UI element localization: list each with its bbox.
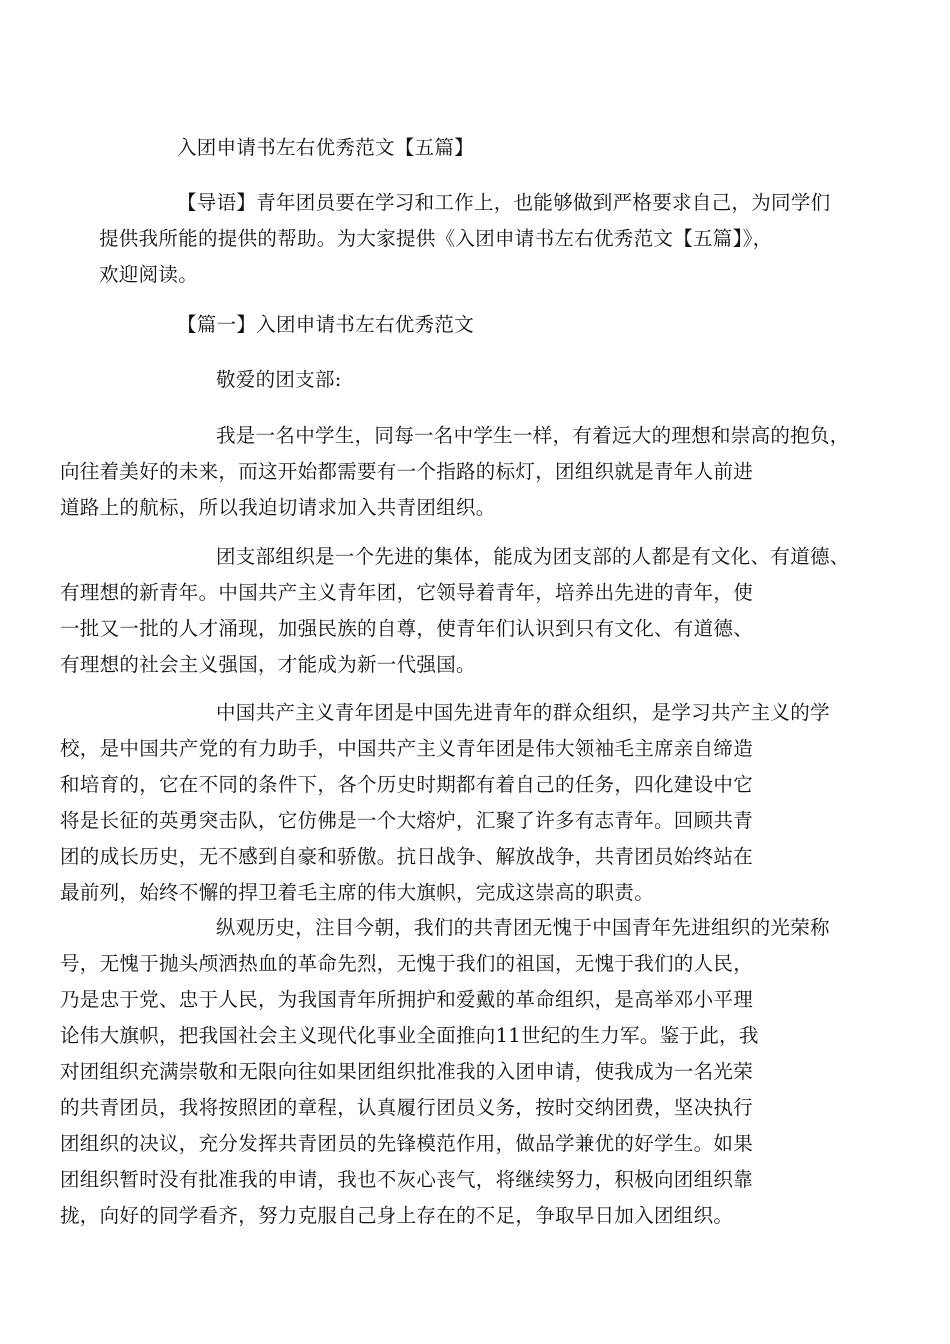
salutation-text: 敬爱的团支部: xyxy=(216,368,342,391)
paragraph-line: 中国共产主义青年团是中国先进青年的群众组织，是学习共产主义的学 xyxy=(216,701,830,724)
body-paragraph-4 xyxy=(60,910,832,1234)
paragraph-line: 的共青团员，我将按照团的章程，认真履行团员义务，按时交纳团费，坚决执行 xyxy=(60,1096,754,1119)
paragraph-line: 号，无愧于抛头颅洒热血的革命先烈，无愧于我们的祖国，无愧于我们的人民， xyxy=(60,952,754,975)
section-heading xyxy=(138,307,832,343)
document-title xyxy=(138,130,832,166)
paragraph-line: 团组织暂时没有批准我的申请，我也不灰心丧气，将继续努力，积极向团组织靠 xyxy=(60,1168,754,1191)
paragraph-line: 团的成长历史，无不感到自豪和骄傲。抗日战争、解放战争，共青团员始终站在 xyxy=(60,845,754,868)
section-heading-text: 【篇一】入团申请书左右优秀范文 xyxy=(177,313,475,336)
paragraph-line: 我是一名中学生，同每一名中学生一样，有着远大的理想和崇高的抱负， xyxy=(216,424,850,447)
paragraph-line: 一批又一批的人才涌现，加强民族的自尊，使青年们认识到只有文化、有道德、 xyxy=(60,617,754,640)
salutation xyxy=(138,362,832,398)
body-paragraph-2 xyxy=(60,539,850,683)
paragraph-line: 将是长征的英勇突击队，它仿佛是一个大熔炉，汇聚了许多有志青年。回顾共青 xyxy=(60,809,754,832)
body-paragraph-1 xyxy=(60,418,850,526)
paragraph-line: 和培育的，它在不同的条件下，各个历史时期都有着自己的任务，四化建设中它 xyxy=(60,773,754,796)
paragraph-line: 团支部组织是一个先进的集体，能成为团支部的人都是有文化、有道德、 xyxy=(216,545,850,568)
intro-line: 【导语】青年团员要在学习和工作上，也能够做到严格要求自己，为同学们 xyxy=(177,191,831,214)
intro-line: 欢迎阅读。 xyxy=(99,263,199,286)
paragraph-line: 有理想的新青年。中国共产主义青年团，它领导着青年，培养出先进的青年，使 xyxy=(60,581,754,604)
paragraph-line: 有理想的社会主义强国，才能成为新一代强国。 xyxy=(60,653,476,676)
paragraph-line: 向往着美好的未来，而这开始都需要有一个指路的标灯，团组织就是青年人前进 xyxy=(60,460,754,483)
paragraph-line: 团组织的决议，充分发挥共青团员的先锋模范作用，做品学兼优的好学生。如果 xyxy=(60,1132,754,1155)
paragraph-line: 道路上的航标，所以我迫切请求加入共青团组织。 xyxy=(60,496,496,519)
paragraph-line: 拢，向好的同学看齐，努力克服自己身上存在的不足，争取早日加入团组织。 xyxy=(60,1204,734,1227)
intro-paragraph xyxy=(99,185,832,293)
paragraph-line: 最前列，始终不懈的捍卫着毛主席的伟大旗帜，完成这崇高的职责。 xyxy=(60,881,655,904)
title-text: 入团申请书左右优秀范文【五篇】 xyxy=(177,136,475,159)
paragraph-line: 论伟大旗帜，把我国社会主义现代化事业全面推向11世纪的生力军。鉴于此，我 xyxy=(60,1024,759,1047)
paragraph-line: 纵观历史，注目今朝，我们的共青团无愧于中国青年先进组织的光荣称 xyxy=(216,916,830,939)
paragraph-line: 对团组织充满崇敬和无限向往如果团组织批准我的入团申请，使我成为一名光荣 xyxy=(60,1060,754,1083)
intro-line: 提供我所能的提供的帮助。为大家提供《入团申请书左右优秀范文【五篇】》， xyxy=(99,227,773,250)
body-paragraph-3 xyxy=(60,695,832,911)
paragraph-line: 乃是忠于党、忠于人民，为我国青年所拥护和爱戴的革命组织，是高举邓小平理 xyxy=(60,988,754,1011)
paragraph-line: 校，是中国共产党的有力助手，中国共产主义青年团是伟大领袖毛主席亲自缔造 xyxy=(60,737,754,760)
